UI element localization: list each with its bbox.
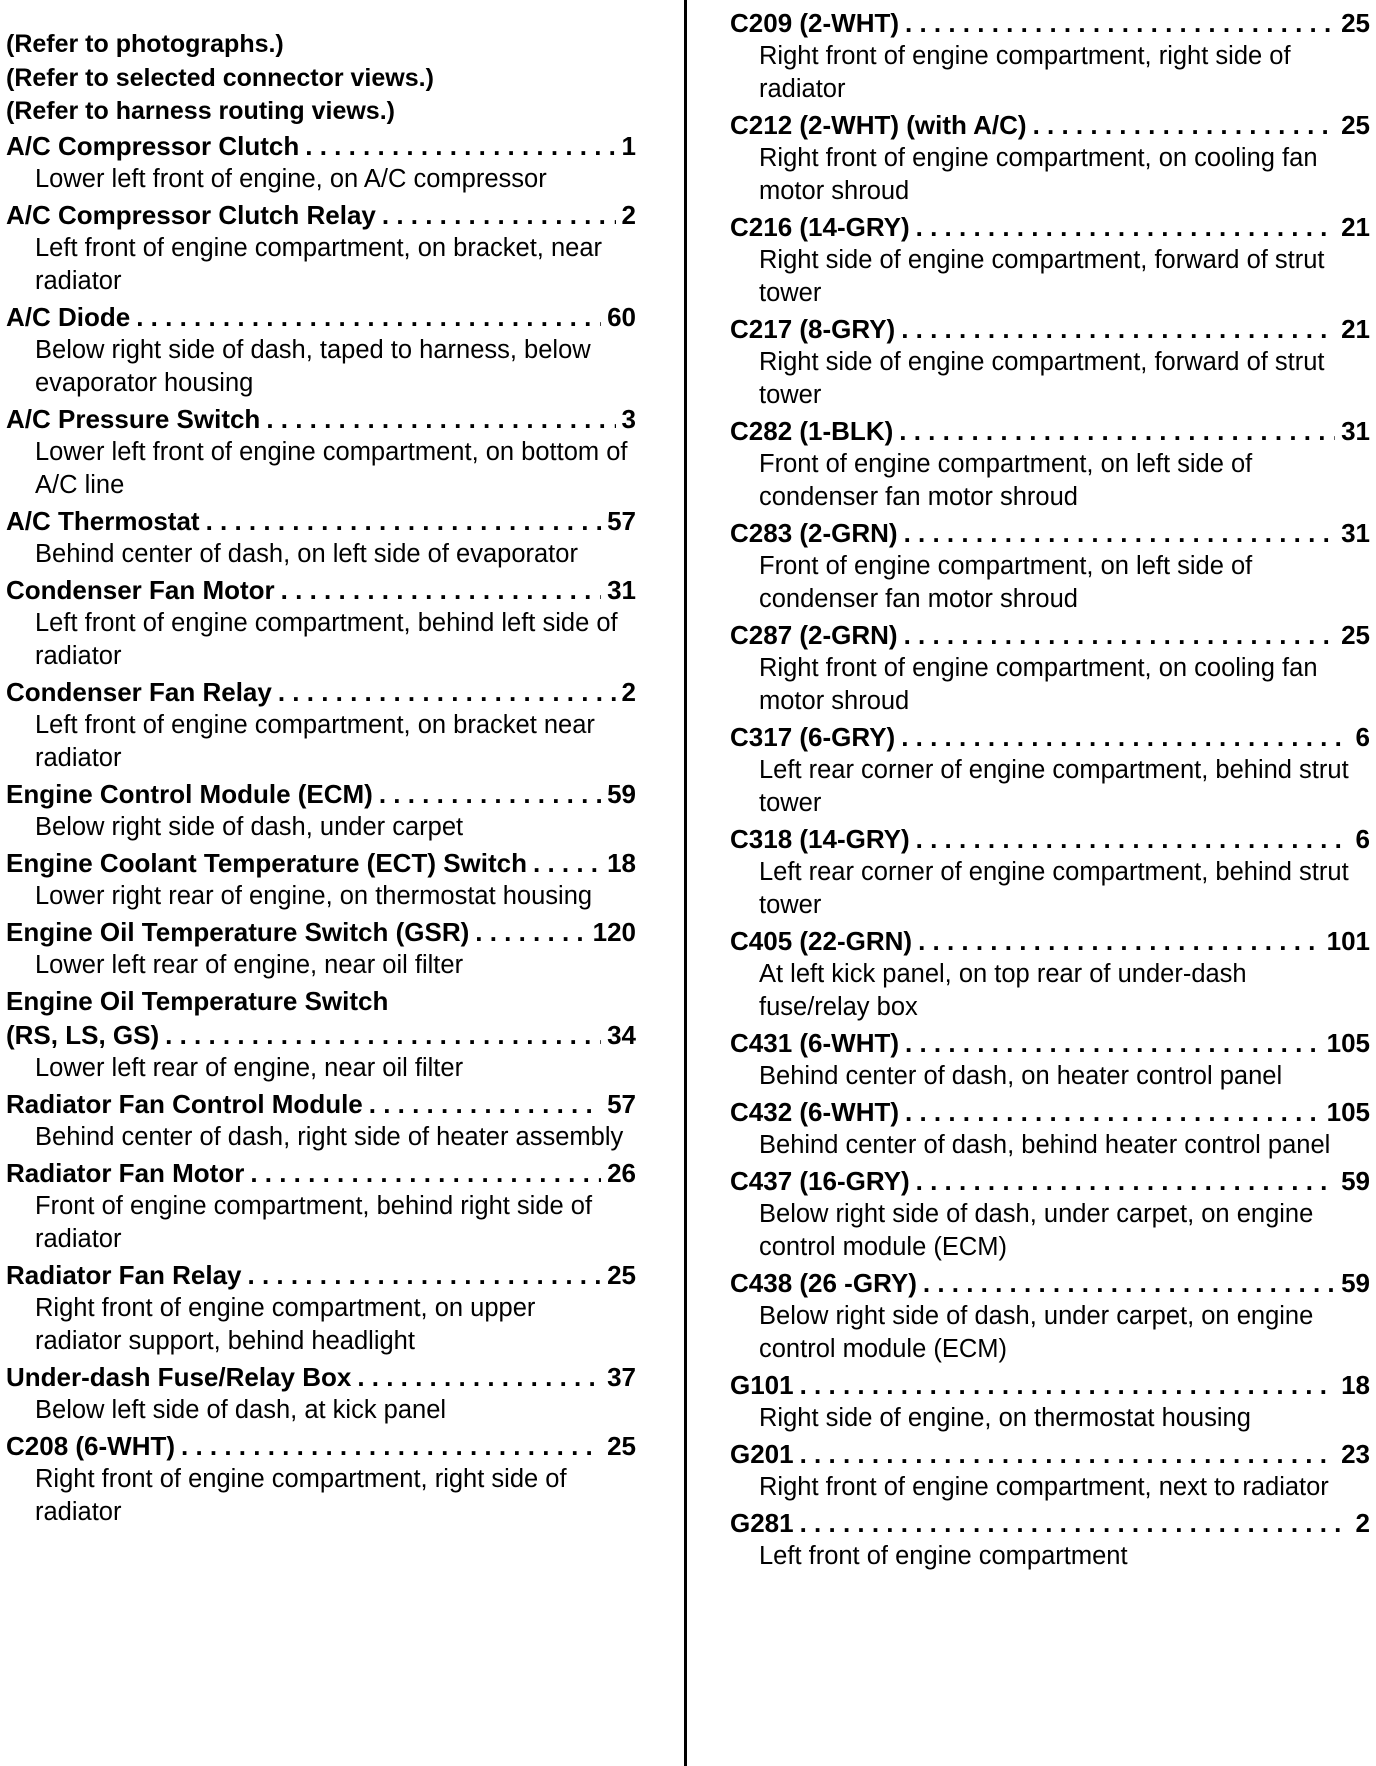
entry-heading [730,6,1370,40]
page-number: 57 [607,1088,636,1119]
entry-heading [730,1368,1370,1402]
component-entry [6,1258,636,1358]
component-location: Right front of engine compartment, on cooling fan motor shroud [759,654,1318,715]
dot-leader [206,504,602,538]
component-entry [730,108,1370,208]
component-entry [730,1437,1370,1504]
dot-leader [901,312,1335,346]
page-number: 6 [1355,722,1370,752]
component-name: Engine Coolant Temperature (ECT) Switch [6,847,528,878]
entry-heading [730,1026,1370,1060]
dot-leader [800,1437,1335,1471]
component-entry [730,720,1370,820]
dot-leader [165,1018,601,1052]
entry-heading [6,300,636,334]
component-location: Below right side of dash, taped to harness, below evaporator housing [35,335,591,397]
component-name: C317 (6-GRY) [730,722,896,752]
component-entry [6,777,636,844]
dot-leader [357,1360,601,1394]
component-entry [6,402,636,502]
component-name: A/C Diode [6,301,131,332]
dot-leader [181,1429,601,1463]
page-number: 21 [1341,212,1370,242]
component-name: Radiator Fan Motor [6,1157,245,1188]
page-number: 105 [1326,1028,1370,1058]
page-number: 25 [1341,620,1370,650]
reference-note: (Refer to harness routing views.) [6,97,395,125]
entry-heading [6,1258,636,1292]
dot-leader [905,6,1335,40]
component-name: C318 (14-GRY) [730,824,910,854]
component-entry [730,618,1370,718]
component-name: G101 [730,1370,794,1400]
component-location: Below right side of dash, under carpet, on engine control module (ECM) [759,1200,1314,1261]
dot-leader [382,198,616,232]
component-name: Condenser Fan Motor [6,574,275,605]
dot-leader [918,924,1321,958]
component-name: C438 (26 -GRY) [730,1268,917,1298]
entry-heading [6,1018,636,1052]
component-name: Radiator Fan Control Module [6,1088,363,1119]
component-entry [730,1506,1370,1573]
component-name: C216 (14-GRY) [730,212,910,242]
component-name: Under-dash Fuse/Relay Box [6,1361,352,1392]
component-entry [730,924,1370,1024]
entry-heading [6,1360,636,1394]
dot-leader [905,1026,1321,1060]
component-name: C437 (16-GRY) [730,1166,910,1196]
dot-leader [916,210,1335,244]
entry-heading [730,108,1370,142]
page-number: 31 [1341,518,1370,548]
right-column [730,0,1370,1575]
component-name: C209 (2-WHT) [730,8,900,38]
component-name: (RS, LS, GS) [6,1019,160,1050]
page-number: 18 [607,847,636,878]
component-name: C405 (22-GRN) [730,926,913,956]
component-name: Engine Oil Temperature Switch (GSR) [6,916,470,947]
component-location: Front of engine compartment, on left side of condenser fan motor shroud [759,552,1253,613]
entry-heading [730,924,1370,958]
dot-leader [904,516,1335,550]
left-column [6,0,636,1531]
page-number: 23 [1341,1439,1370,1469]
dot-leader [800,1368,1335,1402]
component-entry [6,984,636,1085]
component-location: Right side of engine compartment, forward of strut tower [759,246,1325,307]
page-number: 2 [1355,1508,1370,1538]
dot-leader [369,1087,601,1121]
page-number: 105 [1326,1097,1370,1127]
entry-heading [6,777,636,811]
page-number: 31 [607,574,636,605]
dot-leader [1033,108,1336,142]
component-entry [730,1026,1370,1093]
entry-heading [730,210,1370,244]
entry-heading [6,846,636,880]
component-entry [6,198,636,298]
right-entry-list [730,6,1370,1573]
component-location: Lower left front of engine compartment, on bottom of A/C line [35,437,628,499]
component-name: Engine Control Module (ECM) [6,778,373,809]
component-entry [730,822,1370,922]
component-location: Right front of engine compartment, right side of radiator [35,1464,567,1526]
entry-heading [730,1506,1370,1540]
dot-leader [901,720,1349,754]
component-entry [730,516,1370,616]
page-number: 59 [607,778,636,809]
entry-heading [6,129,636,163]
entry-heading [730,1164,1370,1198]
component-location: Right front of engine compartment, on cooling fan motor shroud [759,144,1318,205]
component-location: Left rear corner of engine compartment, behind strut tower [759,858,1349,919]
entry-heading [730,720,1370,754]
component-entry [730,1368,1370,1435]
component-entry [6,504,636,571]
component-name: A/C Thermostat [6,505,200,536]
page-number: 3 [621,403,636,434]
dot-leader [916,1164,1335,1198]
page-number: 25 [607,1259,636,1290]
page-number: 2 [621,199,636,230]
dot-leader [899,414,1335,448]
dot-leader [281,573,601,607]
reference-note: (Refer to photographs.) [6,30,284,58]
entry-heading [730,516,1370,550]
component-entry [6,129,636,196]
component-location: Left front of engine compartment [759,1542,1128,1570]
component-name: C212 (2-WHT) (with A/C) [730,110,1027,140]
component-location: Left front of engine compartment, behind left side of radiator [35,608,618,670]
component-entry [6,1087,636,1154]
component-location: Below right side of dash, under carpet [35,812,464,841]
dot-leader [136,300,601,334]
reference-notes [6,0,636,129]
component-location: Behind center of dash, on heater control panel [759,1062,1283,1090]
component-entry [730,210,1370,310]
page-number: 2 [621,676,636,707]
component-name: G281 [730,1508,794,1538]
component-name: C432 (6-WHT) [730,1097,900,1127]
component-entry [730,1266,1370,1366]
page-number: 120 [592,916,636,947]
dot-leader [250,1156,601,1190]
component-name: C431 (6-WHT) [730,1028,900,1058]
component-entry [6,1429,636,1529]
component-location: Below left side of dash, at kick panel [35,1395,447,1424]
dot-leader [475,915,586,949]
entry-heading [730,1095,1370,1129]
component-name: Radiator Fan Relay [6,1259,242,1290]
page-number: 1 [621,130,636,161]
component-location: Behind center of dash, behind heater control panel [759,1131,1331,1159]
component-entry [6,573,636,673]
component-location: Front of engine compartment, behind right side of radiator [35,1191,593,1253]
entry-heading [6,198,636,232]
entry-heading [730,1437,1370,1471]
dot-leader [923,1266,1335,1300]
dot-leader [905,1095,1321,1129]
page-number: 60 [607,301,636,332]
dot-leader [248,1258,602,1292]
component-location: Right front of engine compartment, on upper radiator support, behind headlight [35,1293,536,1355]
component-entry [730,312,1370,412]
entry-heading [6,675,636,709]
reference-note: (Refer to selected connector views.) [6,63,434,92]
component-location: At left kick panel, on top rear of under-dash fuse/relay box [759,960,1247,1021]
component-name: A/C Pressure Switch [6,403,261,434]
component-name: C283 (2-GRN) [730,518,898,548]
component-location: Lower left front of engine, on A/C compressor [35,164,547,193]
component-location: Right front of engine compartment, right side of radiator [759,42,1291,103]
left-entry-list [6,129,636,1529]
entry-heading [730,618,1370,652]
entry-heading [730,414,1370,448]
entry-heading [6,1156,636,1190]
component-name: A/C Compressor Clutch Relay [6,199,376,230]
component-name: C287 (2-GRN) [730,620,898,650]
page-number: 59 [1341,1166,1370,1196]
entry-heading [6,915,636,949]
dot-leader [916,822,1350,856]
entry-heading [730,312,1370,346]
component-entry [6,675,636,775]
page-number: 31 [1341,416,1370,446]
component-name: Condenser Fan Relay [6,676,272,707]
component-location: Left rear corner of engine compartment, behind strut tower [759,756,1349,817]
component-location: Right side of engine, on thermostat housing [759,1404,1251,1432]
component-location: Behind center of dash, right side of heater assembly [35,1122,624,1151]
component-entry [730,1164,1370,1264]
page-number: 6 [1355,824,1370,854]
page-number: 37 [607,1361,636,1392]
page-number: 57 [607,505,636,536]
page-number: 101 [1326,926,1370,956]
component-location: Front of engine compartment, on left side of condenser fan motor shroud [759,450,1253,511]
dot-leader [800,1506,1350,1540]
component-location: Lower left rear of engine, near oil filter [35,950,464,979]
component-name: A/C Compressor Clutch [6,130,300,161]
dot-leader [379,777,601,811]
component-location: Lower left rear of engine, near oil filter [35,1053,464,1082]
dot-leader [533,846,601,880]
component-entry [6,846,636,913]
component-location: Left front of engine compartment, on bracket near radiator [35,710,595,772]
entry-heading [6,504,636,538]
component-entry [6,915,636,982]
page-number: 26 [607,1157,636,1188]
component-name: C208 (6-WHT) [6,1430,176,1461]
page-number: 21 [1341,314,1370,344]
entry-heading [730,1266,1370,1300]
column-divider [684,0,687,1766]
page-number: 59 [1341,1268,1370,1298]
component-entry [730,6,1370,106]
entry-heading [6,1429,636,1463]
entry-heading [6,573,636,607]
component-name: G201 [730,1439,794,1469]
component-location: Left front of engine compartment, on bracket, near radiator [35,233,602,295]
entry-heading [730,822,1370,856]
page-number: 25 [1341,110,1370,140]
dot-leader [278,675,616,709]
component-location: Right side of engine compartment, forward of strut tower [759,348,1325,409]
component-entry [6,1360,636,1427]
page-number: 25 [607,1430,636,1461]
entry-heading [6,1087,636,1121]
dot-leader [305,129,615,163]
component-location: Lower right rear of engine, on thermostat housing [35,881,593,910]
component-entry [6,300,636,400]
component-entry [6,1156,636,1256]
component-name: C217 (8-GRY) [730,314,896,344]
page-number: 34 [607,1019,636,1050]
component-location: Behind center of dash, on left side of evaporator [35,539,578,568]
component-name: C282 (1-BLK) [730,416,894,446]
dot-leader [904,618,1335,652]
component-location: Right front of engine compartment, next to radiator [759,1473,1329,1501]
page-number: 18 [1341,1370,1370,1400]
component-entry [730,414,1370,514]
component-location: Below right side of dash, under carpet, on engine control module (ECM) [759,1302,1314,1363]
dot-leader [266,402,615,436]
page-number: 25 [1341,8,1370,38]
component-name-line: Engine Oil Temperature Switch [6,985,389,1016]
entry-heading [6,402,636,436]
component-entry [730,1095,1370,1162]
